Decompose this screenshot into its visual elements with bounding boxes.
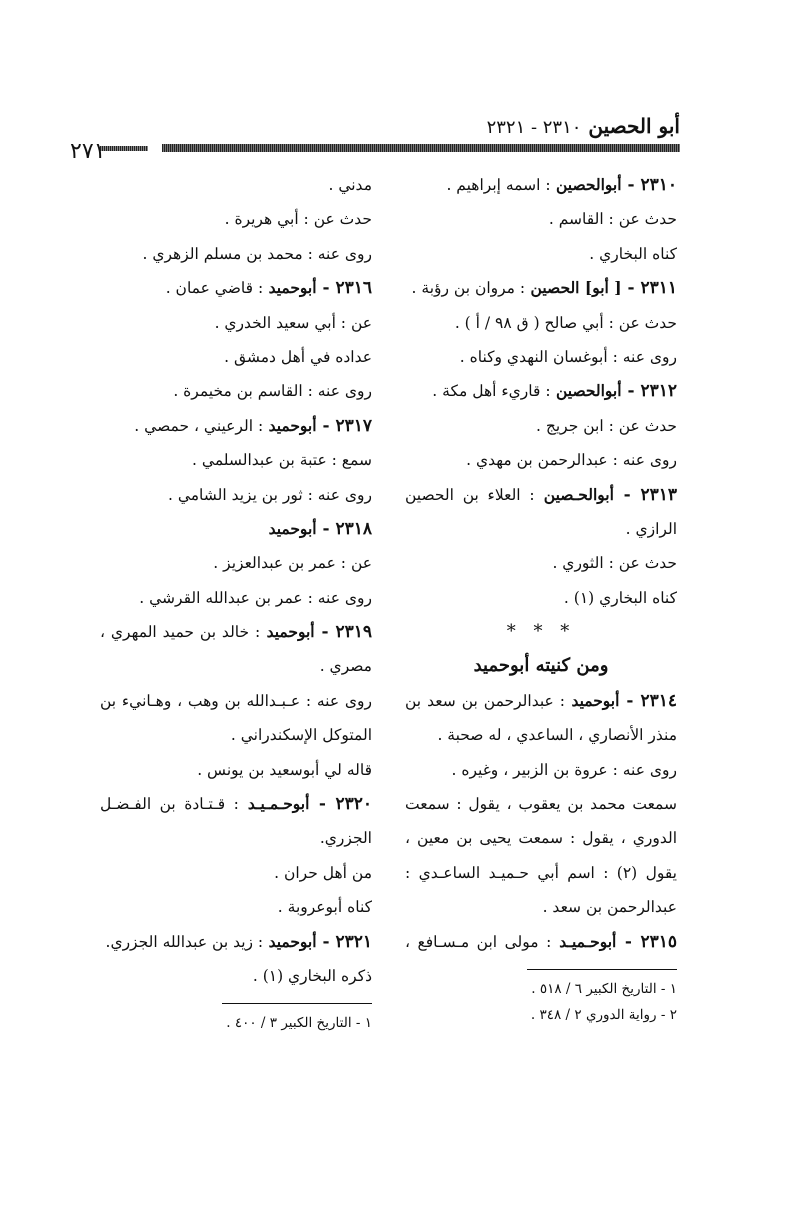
entry-text: : الرعيني ، حمصي .	[134, 416, 264, 435]
entry-text: عن : أبي سعيد الخدري .	[214, 313, 372, 332]
entry-number: ٢٣١٣ -	[613, 484, 677, 505]
footnote: ١ - التاريخ الكبير ٣ / ٤٠٠ .	[226, 1015, 372, 1032]
entry-line	[100, 409, 372, 443]
entry-text: حدث عن : أبي هريرة .	[224, 210, 372, 229]
text-line	[100, 546, 372, 580]
entry-line	[100, 787, 372, 821]
entry-text: : قاضي عمان .	[165, 279, 264, 298]
entry-text: المتوكل الإسكندراني .	[230, 726, 372, 745]
text-line	[100, 478, 372, 512]
entry-number: ٢٣١٦ -	[316, 278, 372, 299]
entry-text: روى عنه : ثور بن يزيد الشامي .	[167, 485, 372, 504]
text-line	[405, 237, 677, 271]
entry-text: : خالد بن حميد المهري ،	[100, 623, 261, 642]
section-separator: * * *	[506, 621, 576, 643]
entry-line	[100, 271, 372, 305]
entry-text: : زيد بن عبدالله الجزري.	[105, 932, 264, 951]
entry-number: ٢٣١٩ -	[314, 622, 372, 643]
footnote: ١ - التاريخ الكبير ٦ / ٥١٨ .	[531, 980, 677, 997]
entry-number: ٢٣١٠ -	[621, 175, 677, 195]
text-line	[100, 202, 372, 236]
entry-text: روى عنه : عـبـدالله بن وهب ، وهـانيء بن	[100, 691, 372, 710]
entry-text: عن : عمر بن عبدالعزيز .	[213, 554, 372, 573]
text-line	[100, 856, 372, 890]
entry-name: أبوحميد	[260, 622, 315, 642]
entry-name: أبوحميد	[263, 278, 317, 298]
entry-text: حدث عن : القاسم .	[548, 210, 677, 229]
entry-text: سمعت محمد بن يعقوب ، يقول : سمعت	[405, 795, 677, 814]
text-line	[405, 718, 677, 752]
header-rule	[162, 144, 680, 152]
text-line	[100, 443, 372, 477]
entry-text: : مولى ابن مـسـافع ،	[405, 932, 552, 951]
entry-line	[405, 374, 677, 408]
entry-line	[405, 168, 677, 202]
entry-line	[100, 512, 372, 546]
entry-name: أبوحميد	[263, 931, 317, 951]
entry-number: ٢٣٢١ -	[316, 931, 372, 952]
entry-text: الدوري ، يقول : سمعت يحيى بن معين ،	[405, 829, 677, 848]
page-number: ٢٧١	[70, 139, 106, 164]
entry-line	[100, 925, 372, 959]
entry-number: ٢٣١٢ -	[621, 381, 677, 402]
text-line	[100, 237, 372, 271]
text-line	[405, 546, 677, 580]
entry-text: كناه أبوعروبة .	[277, 898, 372, 917]
entry-text: حدث عن : أبي صالح ( ق ٩٨ / أ ) .	[454, 313, 677, 332]
footnote: ٢ - رواية الدوري ٢ / ٣٤٨ .	[530, 1006, 677, 1023]
entry-text: روى عنه : عبدالرحمن بن مهدي .	[466, 451, 677, 470]
entry-text: روى عنه : أبوغسان النهدي وكناه .	[459, 347, 677, 366]
entry-text: روى عنه : القاسم بن مخيمرة .	[173, 382, 372, 401]
entry-text: روى عنه : عروة بن الزبير ، وغيره .	[451, 760, 677, 779]
entry-text: : اسمه إبراهيم .	[446, 176, 551, 194]
entry-number: ٢٣٢٠ -	[309, 794, 372, 815]
entry-text: ذكره البخاري (١) .	[252, 966, 372, 985]
entry-text: : مروان بن رؤبة .	[411, 279, 526, 298]
footnote-rule	[527, 969, 677, 970]
text-line	[100, 649, 372, 683]
text-line	[405, 512, 677, 546]
text-line	[100, 753, 372, 787]
entry-text: حدث عن : الثوري .	[552, 554, 677, 573]
text-line	[405, 443, 677, 477]
text-line	[100, 684, 372, 718]
text-line	[405, 306, 677, 340]
text-line	[100, 821, 372, 855]
section-heading: ومن كنيته أبوحميد	[473, 655, 609, 677]
page-header	[100, 114, 680, 158]
entry-line	[100, 615, 372, 649]
entry-line	[405, 478, 677, 512]
entry-text: روى عنه : عمر بن عبدالله القرشي .	[139, 588, 372, 607]
entry-number: ٢٣١٤ -	[619, 690, 677, 711]
text-line	[100, 581, 372, 615]
text-line	[100, 168, 372, 202]
entry-name: أبوحميد	[564, 690, 620, 710]
footnote-rule	[222, 1003, 372, 1004]
entry-range: ٢٣١٠ - ٢٣٢١	[486, 117, 582, 138]
entry-name: أبوالحصين	[550, 381, 622, 401]
entry-text: سمع : عتبة بن عبدالسلمي .	[192, 451, 372, 470]
entry-number: ٢٣١٧ -	[316, 415, 372, 436]
entry-name: أبوحميد	[263, 415, 317, 435]
text-line	[100, 306, 372, 340]
entry-text: حدث عن : ابن جريج .	[535, 416, 677, 435]
entry-text: مصري .	[319, 657, 372, 676]
entry-line	[405, 925, 677, 959]
entry-line	[405, 271, 677, 305]
entry-text: : قـتـادة بن الفـضـل	[100, 795, 239, 814]
entry-text: كناه البخاري .	[589, 244, 677, 263]
text-line	[100, 890, 372, 924]
text-line	[405, 581, 677, 615]
text-line	[100, 718, 372, 752]
entry-text: الجزري.	[319, 829, 372, 848]
entry-name: [ أبو] الحصين	[525, 278, 622, 298]
running-title-name: أبو الحصين	[588, 114, 680, 138]
entry-number: ٢٣١١ -	[621, 278, 677, 299]
text-line	[405, 821, 677, 855]
text-line	[405, 856, 677, 890]
text-line	[405, 202, 677, 236]
entry-name: أبوالحصين	[550, 175, 622, 194]
text-line	[100, 374, 372, 408]
text-line	[405, 409, 677, 443]
text-line	[100, 340, 372, 374]
running-title	[487, 114, 680, 138]
entry-text: يقول (٢) : اسم أبي حـميـد الساعـدي :	[405, 863, 677, 882]
right-column	[405, 168, 677, 1028]
entry-text: من أهل حران .	[274, 863, 372, 882]
entry-name: أبوحـمـيـد	[238, 794, 310, 814]
entry-number: ٢٣١٨ -	[316, 518, 372, 539]
entry-text: : عبدالرحمن بن سعد بن	[405, 691, 565, 710]
entry-text: : العلاء بن الحصين	[405, 485, 535, 504]
entry-text: : قاريء أهل مكة .	[432, 382, 551, 401]
entry-text: عبدالرحمن بن سعد .	[542, 898, 677, 917]
entry-name: أبوحميد	[268, 518, 317, 538]
entry-text: روى عنه : محمد بن مسلم الزهري .	[142, 244, 372, 263]
entry-line	[405, 684, 677, 718]
entry-text: منذر الأنصاري ، الساعدي ، له صحبة .	[437, 726, 677, 745]
text-line	[100, 959, 372, 993]
entry-name: أبوحـميـد	[551, 931, 617, 951]
entry-text: الرازي .	[625, 519, 677, 538]
left-column	[100, 168, 372, 1036]
entry-number: ٢٣١٥ -	[616, 931, 677, 952]
text-line	[405, 753, 677, 787]
entry-text: عداده في أهل دمشق .	[224, 347, 372, 366]
text-line	[405, 340, 677, 374]
entry-name: أبوالحـصين	[534, 484, 614, 504]
entry-text: كناه البخاري (١) .	[563, 588, 677, 607]
entry-text: قاله لي أبوسعيد بن يونس .	[197, 760, 372, 779]
text-line	[405, 890, 677, 924]
entry-text: مدني .	[328, 176, 372, 194]
text-line	[405, 787, 677, 821]
